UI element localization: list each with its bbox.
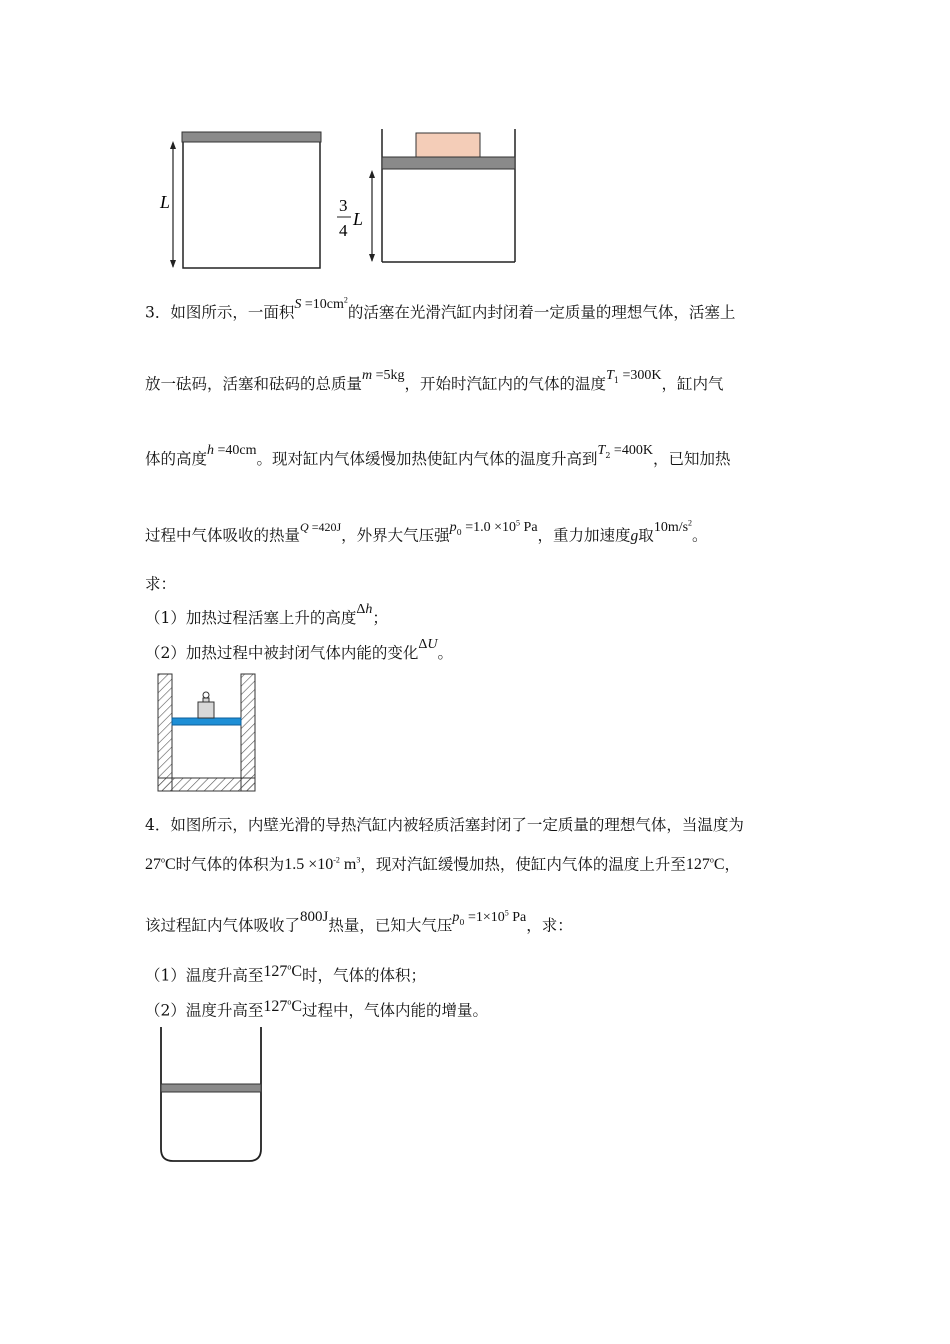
cylinder-left-body (183, 137, 320, 268)
figure-cylinders-compare (150, 125, 530, 275)
q3-sub-2: （2）加热过程中被封闭气体内能的变化ΔU。 (145, 637, 454, 662)
formula-p0: $p_0 =1.0 \times 10^5$ Pa (449, 518, 538, 537)
formula-p0-q4: $p_0 =1\times 10^5$ Pa (452, 908, 527, 927)
formula-127C-a: 127$^o$C (263, 963, 303, 981)
weight-small (198, 702, 214, 718)
formula-delta-h: Δh (356, 602, 373, 617)
formula-127C-b: 127$^o$C (263, 998, 303, 1016)
formula-800J: 800J (300, 908, 329, 925)
formula-T2: $T_2 =400K$ (597, 443, 653, 460)
q4-line-3: 该过程缸内气体吸收了800J热量，已知大气压$p_0 =1\times 10^5$ Pa，求： (145, 908, 573, 935)
q4-sub-2: （2）温度升高至127$^o$C过程中，气体内能的增量。 (145, 998, 489, 1020)
q3-sub-1: （1）加热过程活塞上升的高度Δh； (145, 602, 388, 627)
formula-g-value: $10m/s^2$ (653, 518, 693, 535)
figure-open-cylinder (155, 1025, 267, 1167)
q3-line-1: 3．如图所示，一面积$S =10cm^2$的活塞在光滑汽缸内封闭着一定质量的理想气体，活塞上 (145, 295, 736, 322)
formula-S: $S =10cm^2$ (294, 295, 348, 312)
weight-block (416, 133, 480, 157)
q4-line-1: 4．如图所示，内壁光滑的导热汽缸内被轻质活塞封闭了一定质量的理想气体，当温度为 (145, 816, 744, 834)
formula-V1: $1.5 \times 10^{-2}$ $m^3$ (284, 856, 361, 874)
cylinder-wall (161, 1027, 261, 1161)
q3-line-3: 体的高度h =40cm。现对缸内气体缓慢加热使缸内气体的温度升高到$T_2 =400K$，已知加热 (145, 443, 731, 468)
frac-denominator: 4 (339, 221, 348, 240)
formula-27C: 27$^o$C (145, 856, 176, 874)
formula-h: h =40cm (207, 443, 257, 458)
figure-hatched-cylinder (155, 670, 259, 795)
piston-blue (172, 718, 241, 725)
q4-line-2: 27$^o$C时气体的体积为$1.5 \times 10^{-2}$ $m^3$，现对汽缸缓慢加热，使缸内气体的温度上升至127$^o$C， (145, 855, 741, 874)
formula-delta-U: ΔU (418, 637, 438, 652)
formula-m: m =5kg (362, 368, 405, 383)
label-L: L (160, 192, 171, 212)
piston-left (182, 132, 321, 142)
frac-numerator: 3 (339, 196, 348, 215)
piston-gray (161, 1084, 261, 1092)
q4-sub-1: （1）温度升高至127$^o$C时，气体的体积； (145, 963, 427, 985)
q3-line-2: 放一砝码，活塞和砝码的总质量m =5kg，开始时汽缸内的气体的温度$T_1 =300K$，缸内气 (145, 368, 724, 393)
formula-Q: Q =420J (300, 519, 342, 534)
piston-right (382, 157, 515, 169)
formula-127C: 127$^o$C (685, 856, 725, 874)
formula-T1: $T_1 =300K$ (606, 368, 662, 385)
label-frac-L: L (353, 209, 364, 229)
q3-ask: 求： (145, 575, 177, 593)
q3-line-4: 过程中气体吸收的热量$^{Q =420J}$，外界大气压强$p_0 =1.0 \times 10^5$ Pa，重力加速度g取$10m/s^2$。 (145, 518, 708, 545)
